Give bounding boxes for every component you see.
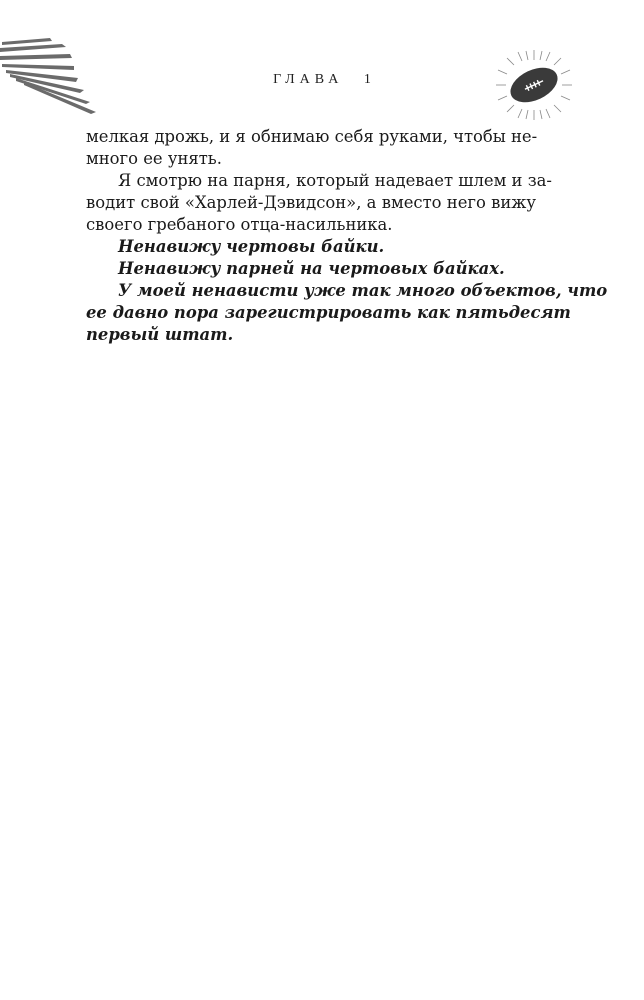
text-line: своего гребаного отца-насильника. [86,215,393,234]
emphasis-line: Ненавижу чертовы байки. [118,237,385,256]
text-line: Я смотрю на парня, который надевает шлем и за- [118,171,552,190]
text-line: много ее унять. [86,149,222,168]
text-line: водит свой «Харлей-Дэвидсон», а вместо него вижу [86,193,536,212]
emphasis-line: Ненавижу парней на чертовых байках. [118,259,505,278]
body-text [86,126,608,346]
emphasis-line: У моей ненависти уже так много объектов, что [118,281,608,300]
emphasis-line: ее давно пора зарегистрировать как пятьдесят [86,303,571,322]
text-line: мелкая дрожь, и я обнимаю себя руками, чтобы не- [86,127,538,146]
emphasis-line: первый штат. [86,325,234,344]
running-head [0,72,644,88]
chapter-word: ГЛАВА [273,72,344,87]
chapter-number: 1 [363,72,371,87]
